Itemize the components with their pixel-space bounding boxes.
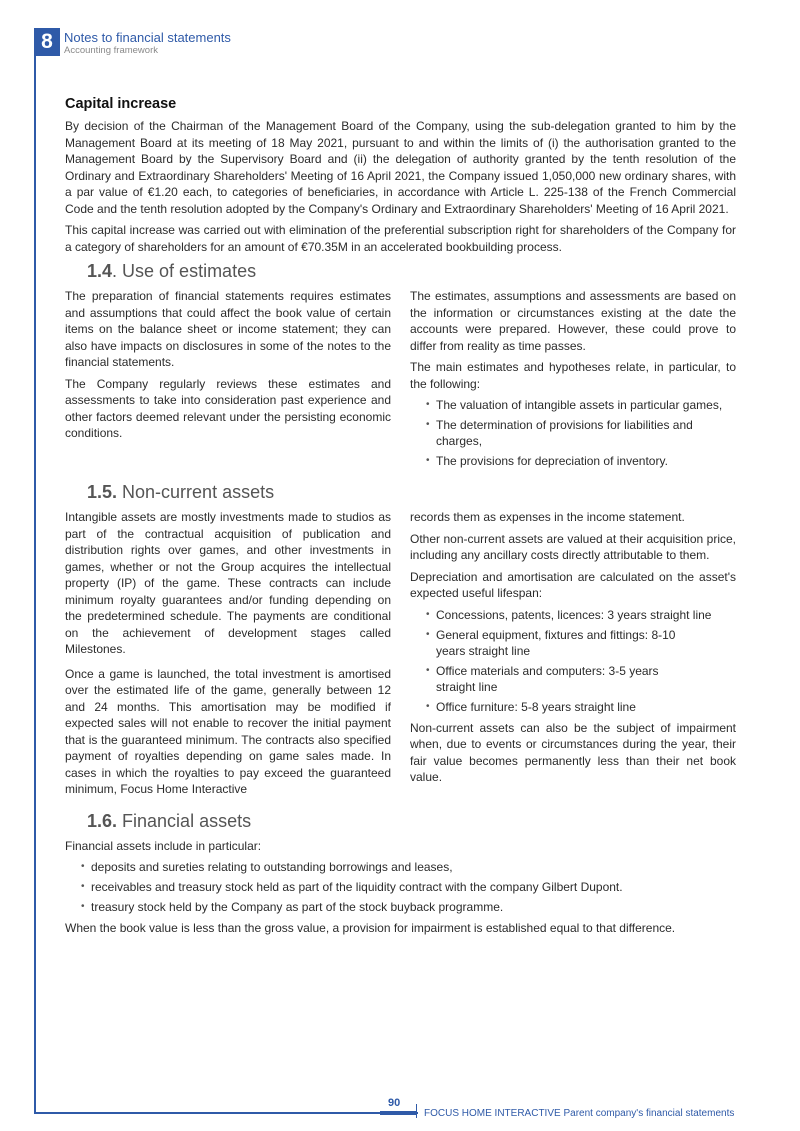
paragraph: The main estimates and hypotheses relate, in particular, to the following: — [410, 360, 736, 391]
list-item: • receivables and treasury stock held as part of the liquidity contract with the company Gilbert Dupont. — [81, 879, 736, 895]
section-1-4-heading — [87, 261, 736, 282]
header-subtitle: Accounting framework — [64, 45, 158, 56]
paragraph: The preparation of financial statements requires estimates and assumptions that could affect the book value of certain items on the balance sheet or income statement; they can also have impacts on disclosures in some of the notes to the financial statements. — [65, 289, 391, 369]
paragraph: The estimates, assumptions and assessments are based on the information or circumstances existing at the date the accounts were prepared. However, these could prove to differ from reality as time passes. — [410, 289, 736, 353]
list-item: • Office furniture: 5-8 years straight line — [426, 699, 736, 715]
lifespan-list — [410, 607, 736, 715]
paragraph: Once a game is launched, the total investment is amortised over the estimated life of the game, generally between 12 and 24 months. This amortisation may be modified if expected sales will not enable to recover the initial payment that is the guaranteed minimum. The contracts also specified payment of royalties depending on game sales made. In cases in which the royalties to pay exceed the guaranteed minimum, Focus Home Interactive — [65, 666, 391, 796]
paragraph: records them as expenses in the income statement. — [410, 510, 685, 524]
chapter-badge: 8 — [34, 28, 60, 56]
section-number: 1.6. — [87, 810, 118, 831]
estimates-list — [410, 397, 736, 469]
section-number: 1.4 — [87, 261, 113, 281]
paragraph: When the book value is less than the gross value, a provision for impairment is established equal to that difference. — [65, 921, 676, 935]
page-frame-left — [34, 52, 36, 1114]
paragraph: Depreciation and amortisation are calculated on the asset's expected useful lifespan: — [410, 569, 736, 600]
section-1-4-body — [65, 288, 736, 474]
list-item: • deposits and sureties relating to outstanding borrowings and leases, — [81, 859, 736, 875]
section-1-5-heading — [87, 482, 736, 503]
section-title-text: Financial assets — [117, 810, 252, 831]
list-item: • The determination of provisions for liabilities and charges, — [426, 417, 736, 449]
capital-paragraph-1: By decision of the Chairman of the Management Board of the Company, using the sub-delegation granted to him by the Management Board at its meeting of 18 May 2021, pursuant to and within the limits of (i) the authorisation granted to the Management Board by the Supervisory Board and (ii) the delegation of authority granted by the tenth resolution of the Ordinary and Extraordinary Shareholders' Meeting of 16 April 2021, the Company issued 1,050,000 new ordinary shares, with a par value of €1.20 each, to categories of beneficiaries, in accordance with Article L. 225-138 of the French Commercial Code and the tenth resolution adopted by the Company's Ordinary and Extraordinary Shareholders' Meeting of 16 April 2021. — [65, 119, 736, 216]
list-item: • Office materials and computers: 3-5 years straight line — [426, 663, 736, 695]
section-1-6-heading — [87, 811, 736, 832]
section-title-text: . Use of estimates — [112, 261, 257, 281]
left-column — [65, 509, 391, 803]
list-item: • treasury stock held by the Company as part of the stock buyback programme. — [81, 899, 736, 915]
section-title-text: Non-current assets — [117, 482, 275, 502]
paragraph: Financial assets include in particular: — [65, 838, 262, 853]
paragraph: Other non-current assets are valued at their acquisition price, including any ancillary costs directly attributable to them. — [410, 531, 736, 562]
capital-increase-heading: Capital increase — [65, 96, 177, 112]
footer-divider — [416, 1104, 417, 1118]
section-number: 1.5. — [87, 482, 118, 502]
right-column — [410, 509, 736, 803]
footer-company: FOCUS HOME INTERACTIVE — [424, 1108, 561, 1119]
paragraph: Intangible assets are mostly investments made to studios as part of the contractual acquisition of publication and distribution rights over games, and other investments in games, whether or not the Group acquires the intellectual property (IP) of the game. These contracts can include minimum royalty guarantees and/or funding depending on the predetermined schedule. The payments are conditional on the achievement of development stages called Milestones. — [65, 510, 391, 656]
page-number-bar — [380, 1111, 416, 1115]
page-number: 90 — [388, 1097, 401, 1109]
footer-text — [424, 1108, 734, 1119]
page-frame-bottom — [34, 1112, 418, 1114]
list-item: • General equipment, fixtures and fittings: 8-10 years straight line — [426, 627, 736, 659]
left-column — [65, 288, 391, 474]
list-item: • The provisions for depreciation of inventory. — [426, 453, 736, 469]
paragraph: Non-current assets can also be the subject of impairment when, due to events or circumstances during the year, their fair value becomes permanently less than their net book value. — [410, 720, 736, 784]
section-1-5-body — [65, 509, 736, 803]
capital-paragraph-2: This capital increase was carried out with elimination of the preferential subscription right for shareholders of the Company for a category of shareholders for an amount of €70.35M in an accelerated bookbuilding process. — [65, 223, 736, 254]
page-content — [65, 96, 736, 942]
header-title: Notes to financial statements — [64, 30, 231, 45]
financial-assets-list — [65, 859, 736, 915]
list-item: • The valuation of intangible assets in particular games, — [426, 397, 736, 413]
footer-document: Parent company's financial statements — [560, 1108, 735, 1119]
paragraph: The Company regularly reviews these estimates and assessments to take into consideration past experience and other factors deemed relevant under the persisting economic conditions. — [65, 376, 391, 440]
right-column — [410, 288, 736, 474]
list-item: • Concessions, patents, licences: 3 years straight line — [426, 607, 736, 623]
